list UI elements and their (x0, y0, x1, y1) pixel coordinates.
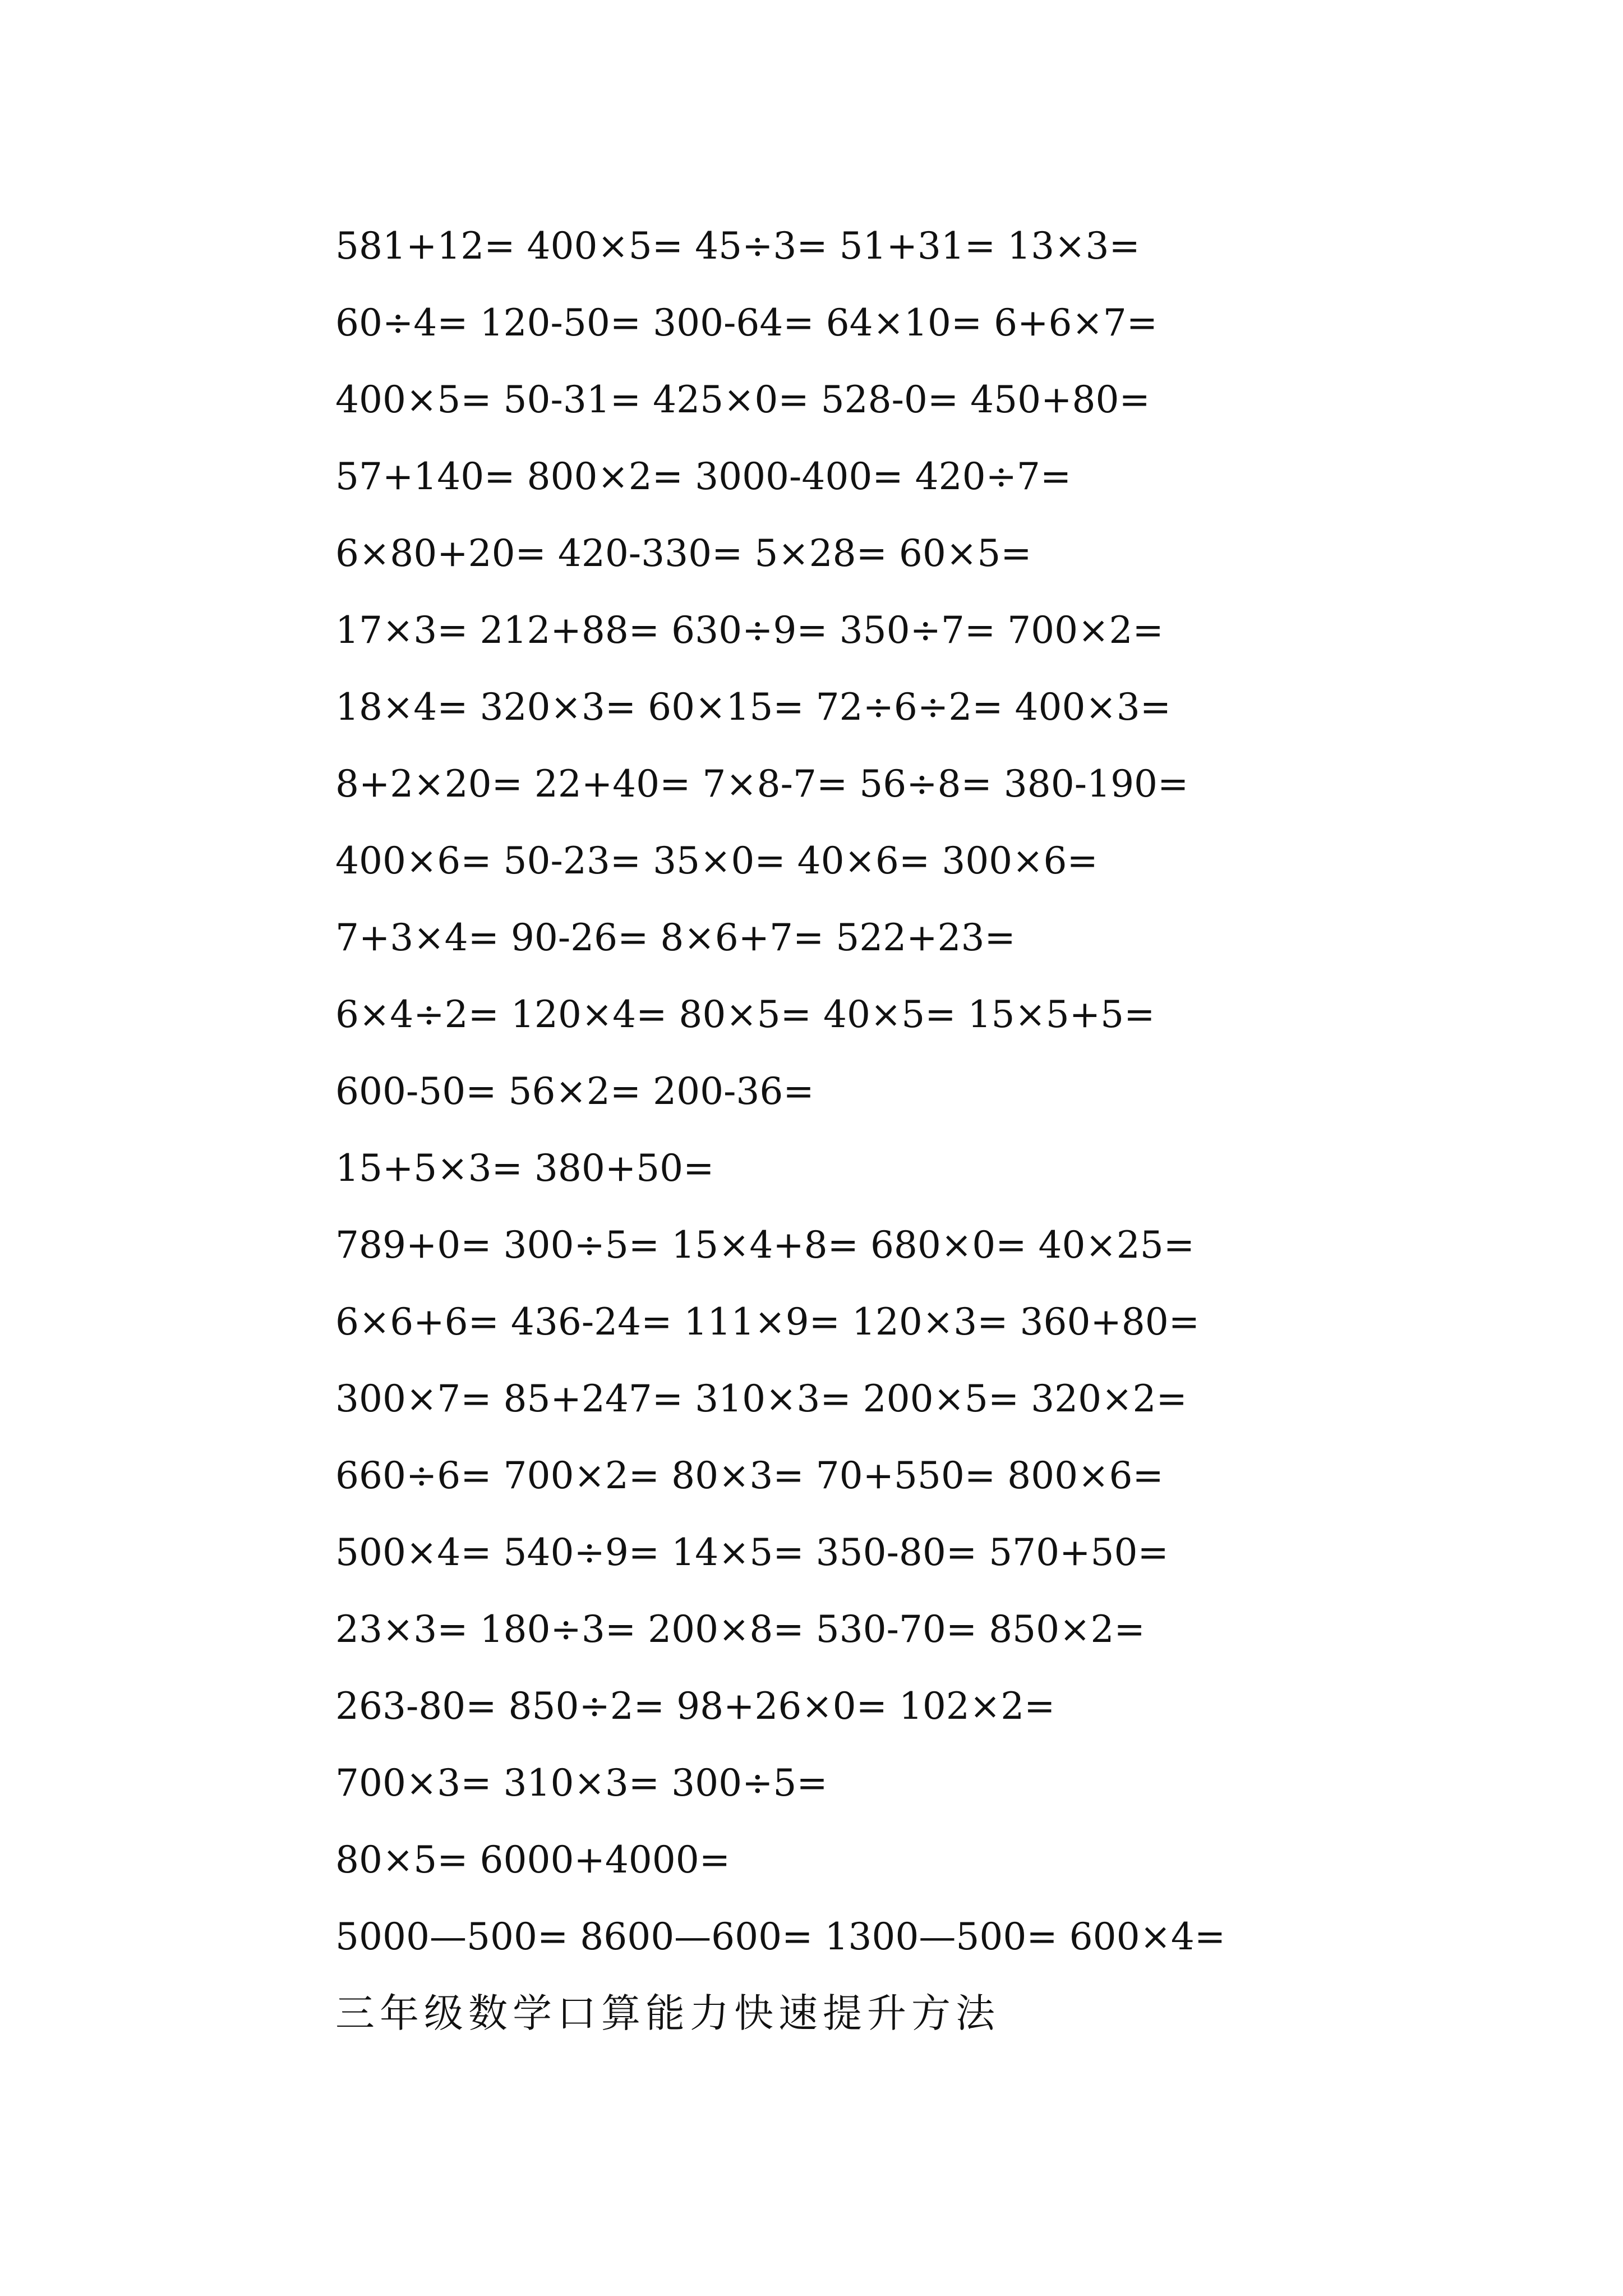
exercise-line: 700×3= 310×3= 300÷5= (335, 1761, 828, 1805)
exercise-line: 400×6= 50-23= 35×0= 40×6= 300×6= (335, 839, 1098, 882)
exercise-line: 263-80= 850÷2= 98+26×0= 102×2= (335, 1685, 1055, 1728)
arithmetic-exercises (335, 208, 1513, 2052)
exercise-line: 6×4÷2= 120×4= 80×5= 40×5= 15×5+5= (335, 993, 1155, 1036)
exercise-line: 7+3×4= 90-26= 8×6+7= 522+23= (335, 916, 1016, 959)
exercise-line: 300×7= 85+247= 310×3= 200×5= 320×2= (335, 1377, 1187, 1420)
exercise-line: 60÷4= 120-50= 300-64= 64×10= 6+6×7= (335, 301, 1158, 344)
exercise-line: 600-50= 56×2= 200-36= (335, 1070, 814, 1113)
exercise-line: 5000—500= 8600—600= 1300—500= 600×4= (335, 1915, 1226, 1958)
exercise-line: 581+12= 400×5= 45÷3= 51+31= 13×3= (335, 224, 1140, 268)
section-heading: 三年级数学口算能力快速提升方法 (335, 1990, 1000, 2036)
exercise-line: 500×4= 540÷9= 14×5= 350-80= 570+50= (335, 1531, 1169, 1574)
exercise-line: 18×4= 320×3= 60×15= 72÷6÷2= 400×3= (335, 685, 1172, 729)
exercise-line: 6×80+20= 420-330= 5×28= 60×5= (335, 532, 1032, 575)
exercise-line: 15+5×3= 380+50= (335, 1147, 714, 1190)
exercise-line: 789+0= 300÷5= 15×4+8= 680×0= 40×25= (335, 1223, 1195, 1267)
exercise-line: 400×5= 50-31= 425×0= 528-0= 450+80= (335, 378, 1150, 421)
exercise-line: 23×3= 180÷3= 200×8= 530-70= 850×2= (335, 1608, 1145, 1651)
exercise-line: 17×3= 212+88= 630÷9= 350÷7= 700×2= (335, 609, 1164, 652)
exercise-line: 8+2×20= 22+40= 7×8-7= 56÷8= 380-190= (335, 762, 1189, 806)
exercise-line: 660÷6= 700×2= 80×3= 70+550= 800×6= (335, 1454, 1164, 1497)
exercise-line: 80×5= 6000+4000= (335, 1838, 731, 1881)
exercise-line: 6×6+6= 436-24= 111×9= 120×3= 360+80= (335, 1300, 1200, 1343)
exercise-line: 57+140= 800×2= 3000-400= 420÷7= (335, 455, 1072, 498)
